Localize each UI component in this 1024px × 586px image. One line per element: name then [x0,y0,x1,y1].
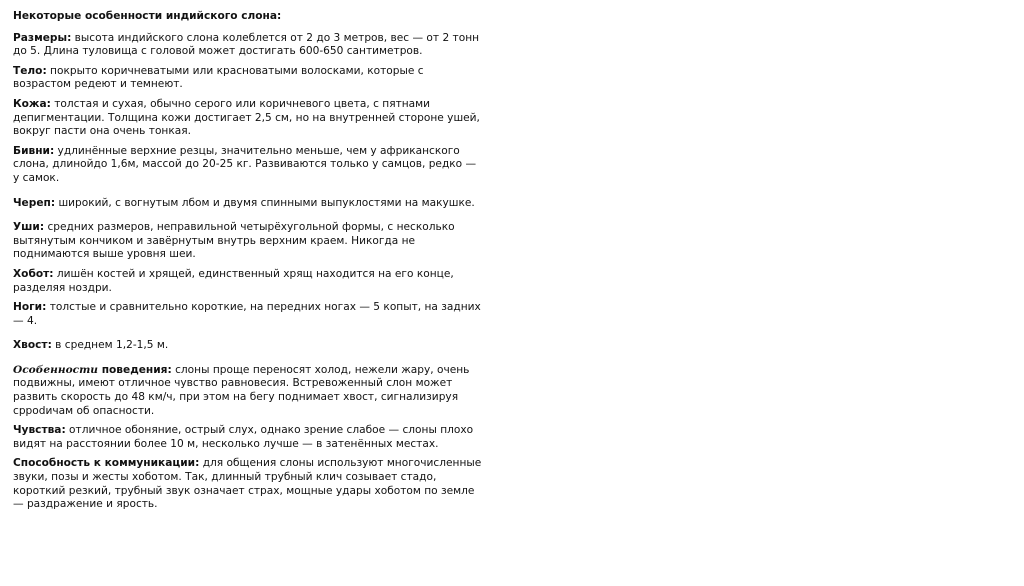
paragraph-skull [13,197,483,211]
term-label: Бивни: [13,144,55,157]
paragraph-tail [13,339,483,353]
term-text: высота индийского слона колеблется от 2 до 3 метров, вес — от 2 тонн до 5. Длина туловища с головой может достигать 600-650 сантиметров. [13,31,480,58]
paragraph-ears [13,221,483,262]
paragraph-skin [13,98,483,139]
paragraph-communication [13,457,483,511]
term-text: покрыто коричневатыми или красноватыми волосками, которые с возрастом редеют и темнеют. [13,64,424,91]
term-label: Размеры: [13,31,72,44]
term-label: Хвост: [13,339,52,352]
paragraph-body [13,65,483,92]
paragraph-tusks [13,145,483,186]
term-label: Тело: [13,64,47,77]
term-label: Способность к коммуникации: [13,457,200,470]
term-text: широкий, с вогнутым лбом и двумя спинными выпуклостями на макушке. [55,196,475,209]
term-label: Ноги: [13,301,47,314]
paragraph-trunk [13,268,483,295]
term-text: средних размеров, неправильной четырёхугольной формы, с несколько вытянутым кончиком и завёрнутым внутрь верхним краем. Никогда не поднимаются выше уровня шеи. [13,221,455,261]
term-text: отличное обоняние, острый слух, однако зрение слабое — слоны плохо видят на расстоянии более 10 м, несколько лучше — в затенённых местах. [13,424,474,450]
term-text: слоны проще переносят холод, нежели жару, очень подвижны, имеют отличное чувство равновесия. Встревоженный слон может развить скорость до 48 км/ч, при этом на бегу поднимает хвост, сигнализируя сррodичам об опасности. [13,363,470,417]
paragraph-behavior [13,364,483,418]
term-label: поведения: [98,363,172,376]
term-label: Чувства: [13,424,66,437]
term-text: толстая и сухая, обычно серого или коричневого цвета, с пятнами депигментации. Толщина кожи достигает 2,5 см, но на внутренней стороне ушей, вокруг пасти она очень тонкая. [13,97,480,138]
term-text: удлинённые верхние резцы, значительно меньше, чем у африканского слона, длинойдо 1,6м, массой до 20-25 кг. Развиваются только у самцов, редко — у самок. [13,144,477,184]
term-label-italic: Особенности [13,363,99,376]
document-title: Некоторые особенности индийского слона: [13,10,282,22]
term-text: для общения слоны используют многочисленные звуки, позы и жесты хоботом. Так, длинный трубный клич созывает стадо, короткий резкий, трубный звук означает страх, мощные удары хоботом по земле — раздражение и ярость. [13,457,482,511]
term-text: толстые и сравнительно короткие, на передних ногах — 5 копыт, на задних — 4. [13,301,481,327]
term-text: лишён костей и хрящей, единственный хрящ находится на его конце, разделяя ноздри. [13,267,454,294]
paragraph-size [13,32,483,59]
term-label: Череп: [13,196,56,209]
term-text: в среднем 1,2-1,5 м. [51,339,169,352]
paragraph-legs [13,301,483,328]
term-label: Хобот: [13,267,54,280]
term-label: Уши: [13,221,45,234]
document-body [13,10,483,518]
paragraph-senses [13,424,483,451]
term-label: Кожа: [13,97,51,110]
